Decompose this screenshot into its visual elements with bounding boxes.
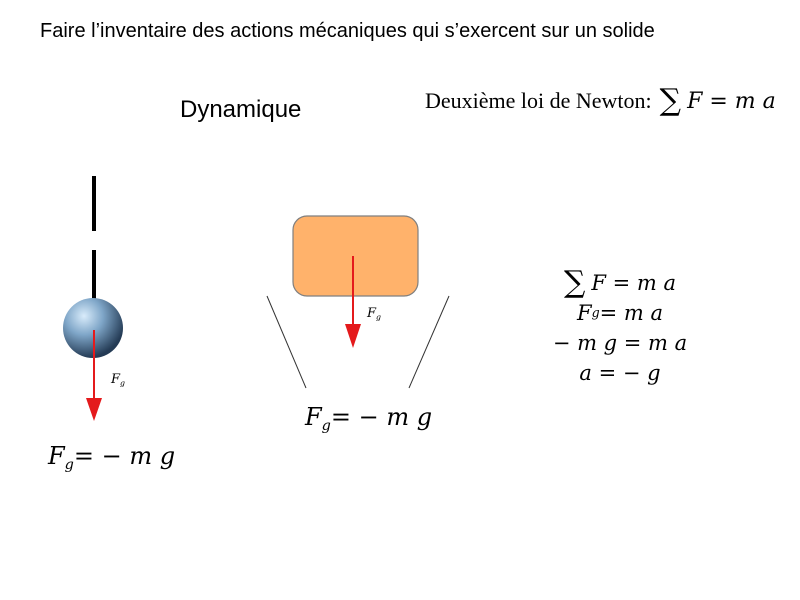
derivation-line-1-text: F = m a [591, 271, 677, 295]
derivation-line-3: − m g = m a [552, 331, 688, 355]
derivation [540, 265, 700, 388]
derivation-line-2-rest: = m a [599, 301, 664, 325]
derivation-line-1 [540, 265, 700, 300]
derivation-line-4: a = − g [579, 361, 661, 385]
equation-mid-force: F [305, 403, 322, 431]
newton-formula-text: F = m a [687, 88, 776, 114]
derivation-line-2-sub: g [591, 305, 600, 320]
guide-line-left [267, 296, 306, 388]
force-label-mid-main: F [367, 306, 377, 321]
equation-left [48, 442, 175, 473]
equation-left-rhs: = − m g [73, 442, 176, 470]
equation-mid-rhs: = − m g [330, 403, 433, 431]
block [293, 216, 418, 296]
section-subtitle: Dynamique [180, 96, 302, 123]
force-label-left-sub: g [120, 378, 126, 388]
newton-label: Deuxième loi de Newton: [425, 88, 652, 113]
force-label-mid [367, 306, 381, 322]
equation-mid-sub: g [321, 418, 331, 435]
force-label-left [111, 372, 125, 388]
derivation-line-2-main: F [576, 301, 592, 325]
gravity-arrow-mid-head [345, 324, 361, 348]
gravity-arrow-left-head [86, 398, 102, 421]
sum-symbol: ∑ [659, 83, 682, 118]
page-title: Faire l’inventaire des actions mécaniques qui s’exercent sur un solide [40, 20, 655, 42]
equation-left-sub: g [64, 457, 74, 474]
force-label-mid-sub: g [376, 312, 382, 322]
derivation-sum-symbol: ∑ [563, 265, 586, 300]
equation-mid [305, 403, 432, 434]
derivation-line-2 [540, 298, 700, 328]
force-label-left-main: F [111, 372, 121, 387]
equation-left-force: F [48, 442, 65, 470]
guide-line-right [409, 296, 449, 388]
